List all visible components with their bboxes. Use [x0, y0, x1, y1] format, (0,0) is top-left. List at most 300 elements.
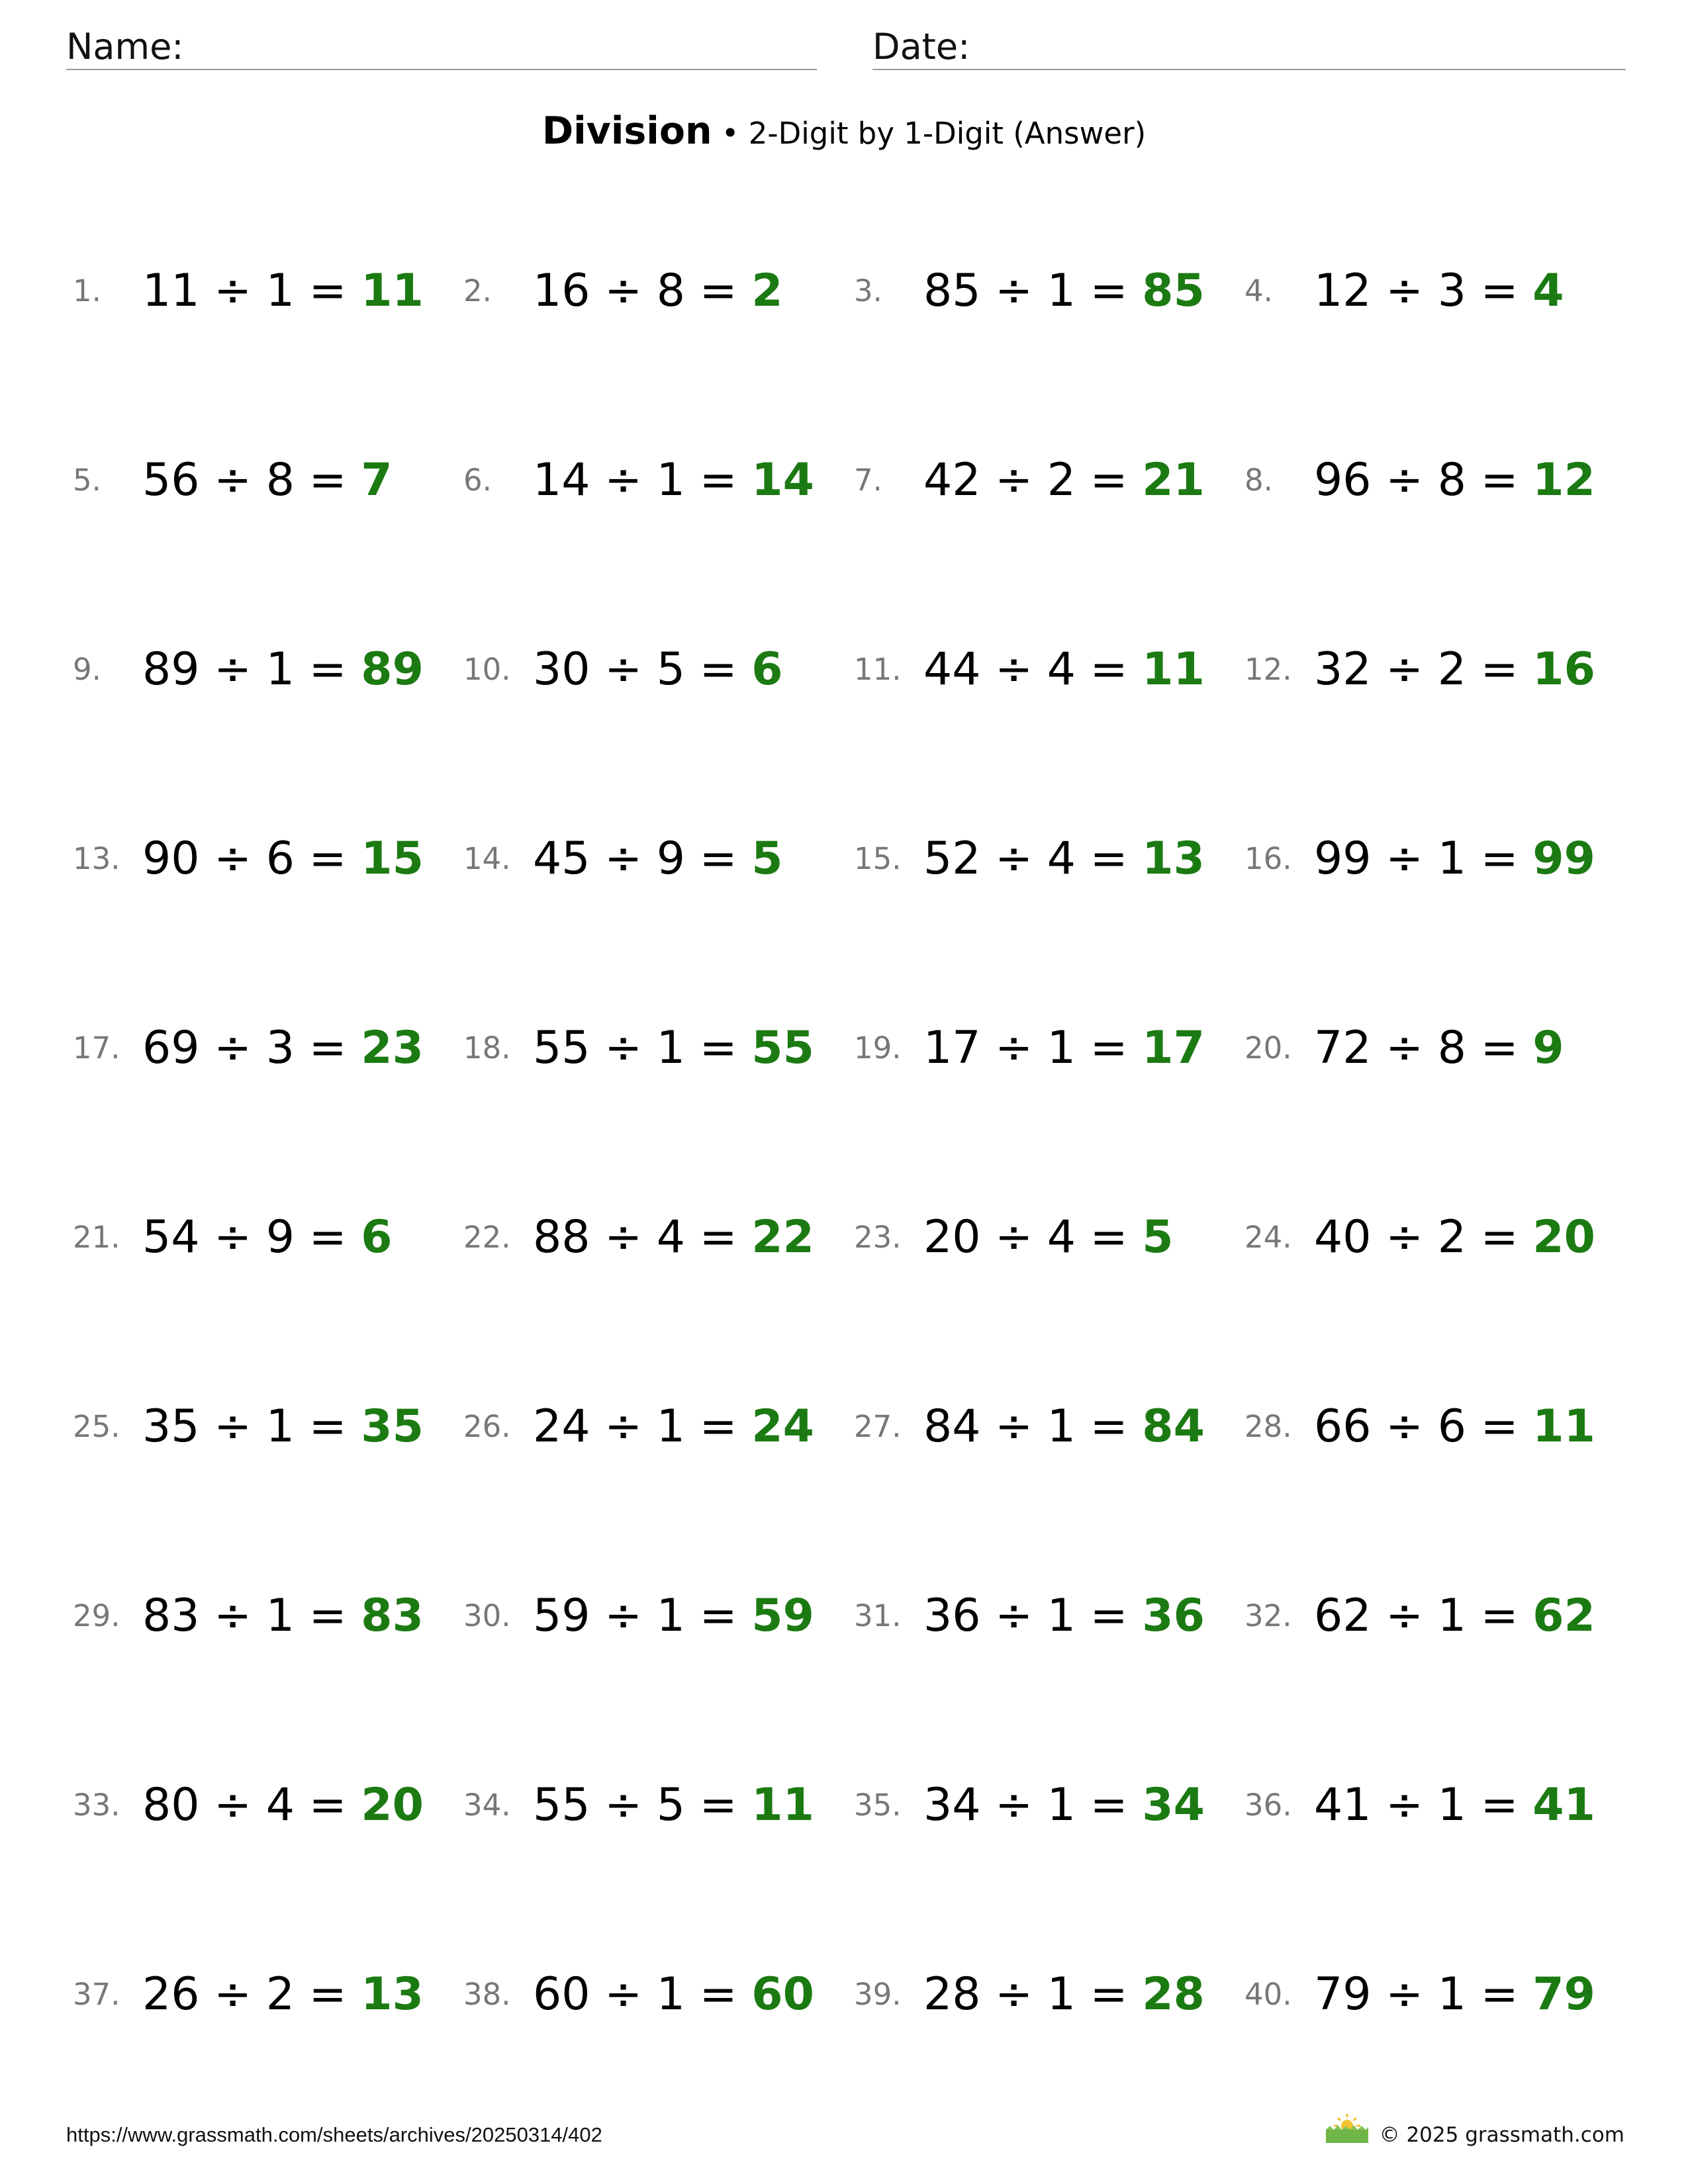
- equals-sign: =: [699, 643, 737, 696]
- divide-sign: ÷: [995, 1779, 1033, 1831]
- divisor: 1: [1047, 1400, 1076, 1453]
- title-subtitle: • 2-Digit by 1-Digit (Answer): [712, 116, 1147, 151]
- answer: 89: [361, 643, 424, 696]
- problem-number: 40.: [1244, 1977, 1292, 2012]
- equals-sign: =: [1480, 833, 1519, 885]
- worksheet-title: [0, 105, 1688, 167]
- equals-sign: =: [1480, 643, 1519, 696]
- divide-sign: ÷: [995, 1590, 1033, 1642]
- equals-sign: =: [699, 1968, 737, 2021]
- divide-sign: ÷: [1385, 1779, 1424, 1831]
- answer: 21: [1142, 454, 1205, 506]
- divisor: 1: [656, 1590, 686, 1642]
- divide-sign: ÷: [604, 1590, 643, 1642]
- divisor: 5: [656, 1779, 686, 1831]
- equals-sign: =: [1480, 1779, 1519, 1831]
- problem-expression: [923, 1015, 1205, 1081]
- answer: 5: [1142, 1211, 1174, 1263]
- problem-number: 13.: [73, 841, 120, 876]
- dividend: 90: [142, 833, 200, 885]
- problem-number: 14.: [463, 841, 511, 876]
- divisor: 1: [1437, 1590, 1467, 1642]
- dividend: 66: [1314, 1400, 1372, 1453]
- divide-sign: ÷: [995, 833, 1033, 885]
- divide-sign: ÷: [995, 454, 1033, 506]
- divide-sign: ÷: [995, 265, 1033, 317]
- dividend: 55: [533, 1779, 590, 1831]
- problem-expression: [142, 1015, 424, 1081]
- answer: 14: [751, 454, 814, 506]
- problem-item: [66, 1394, 437, 1460]
- problem-expression: [1314, 258, 1564, 324]
- problem-expression: [1314, 1015, 1564, 1081]
- equals-sign: =: [308, 643, 347, 696]
- dividend: 32: [1314, 643, 1372, 696]
- problem-item: [847, 1015, 1218, 1081]
- problem-item: [847, 1583, 1218, 1649]
- divide-sign: ÷: [214, 1779, 252, 1831]
- dividend: 24: [533, 1400, 590, 1453]
- equals-sign: =: [1090, 265, 1128, 317]
- divide-sign: ÷: [1385, 1968, 1424, 2021]
- divisor: 4: [1047, 833, 1076, 885]
- problem-expression: [533, 1583, 814, 1649]
- dividend: 26: [142, 1968, 200, 2021]
- equals-sign: =: [699, 1211, 737, 1263]
- answer: 24: [751, 1400, 814, 1453]
- problem-item: [1238, 258, 1609, 324]
- problem-item: [66, 258, 437, 324]
- problem-item: [66, 1205, 437, 1271]
- divide-sign: ÷: [1385, 833, 1424, 885]
- problem-number: 1.: [73, 273, 101, 308]
- dividend: 17: [923, 1022, 981, 1074]
- answer: 22: [751, 1211, 814, 1263]
- equals-sign: =: [1090, 643, 1128, 696]
- equals-sign: =: [1480, 1022, 1519, 1074]
- dividend: 42: [923, 454, 981, 506]
- problem-expression: [142, 1205, 393, 1271]
- problem-item: [847, 1962, 1218, 2028]
- problem-number: 12.: [1244, 652, 1292, 687]
- dividend: 44: [923, 643, 981, 696]
- problem-number: 26.: [463, 1409, 511, 1444]
- problem-expression: [533, 1962, 814, 2028]
- equals-sign: =: [1090, 1022, 1128, 1074]
- answer: 41: [1532, 1779, 1595, 1831]
- problem-item: [847, 1205, 1218, 1271]
- dividend: 36: [923, 1590, 981, 1642]
- problem-number: 36.: [1244, 1788, 1292, 1823]
- divide-sign: ÷: [214, 643, 252, 696]
- problem-item: [66, 1583, 437, 1649]
- problem-expression: [142, 1583, 424, 1649]
- problem-expression: [1314, 1205, 1595, 1271]
- equals-sign: =: [1480, 454, 1519, 506]
- problem-item: [847, 447, 1218, 514]
- footer-copyright: © 2025 grassmath.com: [1379, 2123, 1624, 2147]
- divisor: 1: [1047, 265, 1076, 317]
- problem-expression: [923, 826, 1205, 892]
- problem-item: [847, 637, 1218, 703]
- dividend: 99: [1314, 833, 1372, 885]
- divisor: 9: [656, 833, 686, 885]
- problem-item: [457, 1772, 827, 1839]
- problem-item: [457, 1962, 827, 2028]
- dividend: 88: [533, 1211, 590, 1263]
- divisor: 2: [1437, 1211, 1467, 1263]
- divisor: 5: [656, 643, 686, 696]
- answer: 9: [1532, 1022, 1564, 1074]
- problem-number: 29.: [73, 1598, 120, 1633]
- problem-number: 11.: [854, 652, 902, 687]
- answer: 13: [361, 1968, 424, 2021]
- problem-number: 6.: [463, 463, 492, 498]
- problem-number: 18.: [463, 1030, 511, 1066]
- problem-number: 8.: [1244, 463, 1273, 498]
- equals-sign: =: [1090, 1590, 1128, 1642]
- divisor: 4: [656, 1211, 686, 1263]
- divide-sign: ÷: [214, 1400, 252, 1453]
- problem-expression: [1314, 637, 1595, 703]
- dividend: 40: [1314, 1211, 1372, 1263]
- dividend: 54: [142, 1211, 200, 1263]
- divisor: 1: [1437, 1968, 1467, 2021]
- equals-sign: =: [699, 1779, 737, 1831]
- divisor: 2: [265, 1968, 295, 2021]
- divide-sign: ÷: [1385, 1590, 1424, 1642]
- problem-item: [66, 1962, 437, 2028]
- problem-expression: [1314, 447, 1595, 514]
- dividend: 62: [1314, 1590, 1372, 1642]
- problem-number: 22.: [463, 1220, 511, 1255]
- problem-item: [457, 258, 827, 324]
- equals-sign: =: [699, 1022, 737, 1074]
- problem-number: 25.: [73, 1409, 120, 1444]
- divisor: 4: [1047, 643, 1076, 696]
- problem-number: 34.: [463, 1788, 511, 1823]
- problem-expression: [923, 258, 1205, 324]
- problem-item: [66, 826, 437, 892]
- problem-number: 15.: [854, 841, 902, 876]
- answer: 85: [1142, 265, 1205, 317]
- date-label: Date:: [872, 26, 970, 68]
- dividend: 35: [142, 1400, 200, 1453]
- divide-sign: ÷: [604, 265, 643, 317]
- divisor: 6: [265, 833, 295, 885]
- problem-expression: [923, 1583, 1205, 1649]
- equals-sign: =: [699, 454, 737, 506]
- problem-expression: [533, 1205, 814, 1271]
- problem-expression: [923, 447, 1205, 514]
- dividend: 79: [1314, 1968, 1372, 2021]
- problem-item: [847, 1772, 1218, 1839]
- equals-sign: =: [308, 265, 347, 317]
- divide-sign: ÷: [1385, 1211, 1424, 1263]
- divisor: 1: [1047, 1022, 1076, 1074]
- divisor: 4: [1047, 1211, 1076, 1263]
- problem-number: 28.: [1244, 1409, 1292, 1444]
- equals-sign: =: [308, 1022, 347, 1074]
- problem-expression: [533, 637, 783, 703]
- problem-item: [66, 1772, 437, 1839]
- divide-sign: ÷: [604, 454, 643, 506]
- dividend: 96: [1314, 454, 1372, 506]
- problem-number: 20.: [1244, 1030, 1292, 1066]
- divisor: 2: [1047, 454, 1076, 506]
- name-label: Name:: [66, 26, 184, 68]
- dividend: 83: [142, 1590, 200, 1642]
- dividend: 59: [533, 1590, 590, 1642]
- problem-number: 17.: [73, 1030, 120, 1066]
- problem-number: 23.: [854, 1220, 902, 1255]
- problem-number: 7.: [854, 463, 882, 498]
- answer: 36: [1142, 1590, 1205, 1642]
- problem-number: 30.: [463, 1598, 511, 1633]
- divide-sign: ÷: [214, 454, 252, 506]
- problem-expression: [533, 1015, 814, 1081]
- answer: 23: [361, 1022, 424, 1074]
- divisor: 8: [1437, 454, 1467, 506]
- answer: 11: [751, 1779, 814, 1831]
- problem-expression: [142, 1772, 424, 1839]
- divide-sign: ÷: [214, 1211, 252, 1263]
- problem-expression: [1314, 1583, 1595, 1649]
- divisor: 1: [265, 1590, 295, 1642]
- answer: 20: [1532, 1211, 1595, 1263]
- problem-expression: [533, 826, 783, 892]
- problem-item: [457, 447, 827, 514]
- problem-number: 10.: [463, 652, 511, 687]
- answer: 7: [361, 454, 393, 506]
- problem-number: 21.: [73, 1220, 120, 1255]
- divide-sign: ÷: [1385, 265, 1424, 317]
- problem-number: 24.: [1244, 1220, 1292, 1255]
- problem-expression: [1314, 1394, 1595, 1460]
- dividend: 69: [142, 1022, 200, 1074]
- answer: 16: [1532, 643, 1595, 696]
- divide-sign: ÷: [604, 833, 643, 885]
- dividend: 11: [142, 265, 200, 317]
- answer: 13: [1142, 833, 1205, 885]
- equals-sign: =: [1480, 1968, 1519, 2021]
- equals-sign: =: [308, 1211, 347, 1263]
- answer: 2: [751, 265, 783, 317]
- problem-expression: [1314, 1962, 1595, 2028]
- problem-expression: [1314, 1772, 1595, 1839]
- problem-number: 31.: [854, 1598, 902, 1633]
- problem-expression: [142, 637, 424, 703]
- dividend: 80: [142, 1779, 200, 1831]
- problem-number: 32.: [1244, 1598, 1292, 1633]
- divisor: 3: [1437, 265, 1467, 317]
- divide-sign: ÷: [1385, 1400, 1424, 1453]
- problem-expression: [142, 1962, 424, 2028]
- answer: 11: [361, 265, 424, 317]
- divide-sign: ÷: [995, 1022, 1033, 1074]
- answer: 6: [751, 643, 783, 696]
- problem-number: 33.: [73, 1788, 120, 1823]
- equals-sign: =: [308, 1590, 347, 1642]
- date-field: [872, 25, 1626, 70]
- problem-number: 35.: [854, 1788, 902, 1823]
- dividend: 20: [923, 1211, 981, 1263]
- divide-sign: ÷: [1385, 643, 1424, 696]
- answer: 6: [361, 1211, 393, 1263]
- name-field: [66, 25, 817, 70]
- answer: 28: [1142, 1968, 1205, 2021]
- dividend: 28: [923, 1968, 981, 2021]
- equals-sign: =: [699, 1590, 737, 1642]
- problem-expression: [142, 826, 424, 892]
- title-main: Division: [541, 109, 712, 153]
- problem-number: 19.: [854, 1030, 902, 1066]
- dividend: 84: [923, 1400, 981, 1453]
- divisor: 1: [656, 1022, 686, 1074]
- dividend: 14: [533, 454, 590, 506]
- divide-sign: ÷: [1385, 454, 1424, 506]
- equals-sign: =: [1480, 1400, 1519, 1453]
- problem-item: [1238, 826, 1609, 892]
- problem-item: [1238, 1394, 1609, 1460]
- answer: 20: [361, 1779, 424, 1831]
- divisor: 1: [1047, 1590, 1076, 1642]
- equals-sign: =: [308, 1400, 347, 1453]
- answer: 5: [751, 833, 783, 885]
- divide-sign: ÷: [214, 1022, 252, 1074]
- problem-item: [1238, 1583, 1609, 1649]
- footer-url: https://www.grassmath.com/sheets/archives/20250314/402: [66, 2123, 602, 2146]
- divisor: 4: [265, 1779, 295, 1831]
- problem-item: [847, 826, 1218, 892]
- equals-sign: =: [308, 454, 347, 506]
- divide-sign: ÷: [995, 1211, 1033, 1263]
- answer: 12: [1532, 454, 1595, 506]
- answer: 84: [1142, 1400, 1205, 1453]
- problem-item: [457, 1015, 827, 1081]
- equals-sign: =: [1090, 1968, 1128, 2021]
- dividend: 85: [923, 265, 981, 317]
- equals-sign: =: [308, 833, 347, 885]
- equals-sign: =: [1090, 1400, 1128, 1453]
- equals-sign: =: [1480, 1590, 1519, 1642]
- divide-sign: ÷: [995, 643, 1033, 696]
- problem-number: 9.: [73, 652, 101, 687]
- divisor: 6: [1437, 1400, 1467, 1453]
- problem-expression: [923, 1205, 1174, 1271]
- problem-item: [457, 637, 827, 703]
- divisor: 1: [1047, 1968, 1076, 2021]
- divide-sign: ÷: [604, 1968, 643, 2021]
- problem-number: 27.: [854, 1409, 902, 1444]
- problem-expression: [923, 1772, 1205, 1839]
- divisor: 1: [656, 454, 686, 506]
- divide-sign: ÷: [995, 1968, 1033, 2021]
- answer: 60: [751, 1968, 814, 2021]
- problem-item: [1238, 1962, 1609, 2028]
- dividend: 16: [533, 265, 590, 317]
- answer: 79: [1532, 1968, 1595, 2021]
- problem-item: [847, 258, 1218, 324]
- dividend: 45: [533, 833, 590, 885]
- divide-sign: ÷: [214, 1590, 252, 1642]
- answer: 11: [1532, 1400, 1595, 1453]
- equals-sign: =: [308, 1968, 347, 2021]
- dividend: 55: [533, 1022, 590, 1074]
- problem-expression: [923, 637, 1205, 703]
- divisor: 1: [265, 1400, 295, 1453]
- problem-number: 2.: [463, 273, 492, 308]
- answer: 35: [361, 1400, 424, 1453]
- problem-item: [457, 826, 827, 892]
- problem-number: 38.: [463, 1977, 511, 2012]
- answer: 4: [1532, 265, 1564, 317]
- divisor: 1: [656, 1400, 686, 1453]
- problem-number: 5.: [73, 463, 101, 498]
- grass-sun-logo-icon: [1324, 2111, 1370, 2144]
- answer: 83: [361, 1590, 424, 1642]
- answer: 11: [1142, 643, 1205, 696]
- problem-item: [1238, 1772, 1609, 1839]
- divide-sign: ÷: [604, 643, 643, 696]
- divisor: 1: [656, 1968, 686, 2021]
- problem-item: [1238, 447, 1609, 514]
- divide-sign: ÷: [604, 1400, 643, 1453]
- problem-expression: [142, 1394, 424, 1460]
- problem-item: [1238, 1205, 1609, 1271]
- dividend: 12: [1314, 265, 1372, 317]
- problem-item: [1238, 637, 1609, 703]
- divide-sign: ÷: [604, 1022, 643, 1074]
- equals-sign: =: [1090, 454, 1128, 506]
- dividend: 34: [923, 1779, 981, 1831]
- divide-sign: ÷: [214, 1968, 252, 2021]
- equals-sign: =: [699, 1400, 737, 1453]
- problem-expression: [923, 1962, 1205, 2028]
- divide-sign: ÷: [1385, 1022, 1424, 1074]
- problem-item: [457, 1394, 827, 1460]
- problem-expression: [533, 1772, 814, 1839]
- divisor: 2: [1437, 643, 1467, 696]
- problem-item: [457, 1205, 827, 1271]
- divide-sign: ÷: [995, 1400, 1033, 1453]
- dividend: 60: [533, 1968, 590, 2021]
- equals-sign: =: [1090, 833, 1128, 885]
- problem-expression: [142, 447, 393, 514]
- problem-expression: [923, 1394, 1205, 1460]
- problem-number: 16.: [1244, 841, 1292, 876]
- problem-expression: [142, 258, 424, 324]
- divisor: 3: [265, 1022, 295, 1074]
- equals-sign: =: [699, 265, 737, 317]
- equals-sign: =: [1090, 1211, 1128, 1263]
- problem-item: [66, 447, 437, 514]
- dividend: 30: [533, 643, 590, 696]
- dividend: 41: [1314, 1779, 1372, 1831]
- divisor: 1: [265, 643, 295, 696]
- divisor: 1: [1047, 1779, 1076, 1831]
- problem-number: 3.: [854, 273, 882, 308]
- answer: 59: [751, 1590, 814, 1642]
- problem-number: 37.: [73, 1977, 120, 2012]
- answer: 99: [1532, 833, 1595, 885]
- answer: 15: [361, 833, 424, 885]
- divisor: 8: [656, 265, 686, 317]
- problem-expression: [533, 258, 783, 324]
- divide-sign: ÷: [604, 1211, 643, 1263]
- equals-sign: =: [1480, 1211, 1519, 1263]
- dividend: 52: [923, 833, 981, 885]
